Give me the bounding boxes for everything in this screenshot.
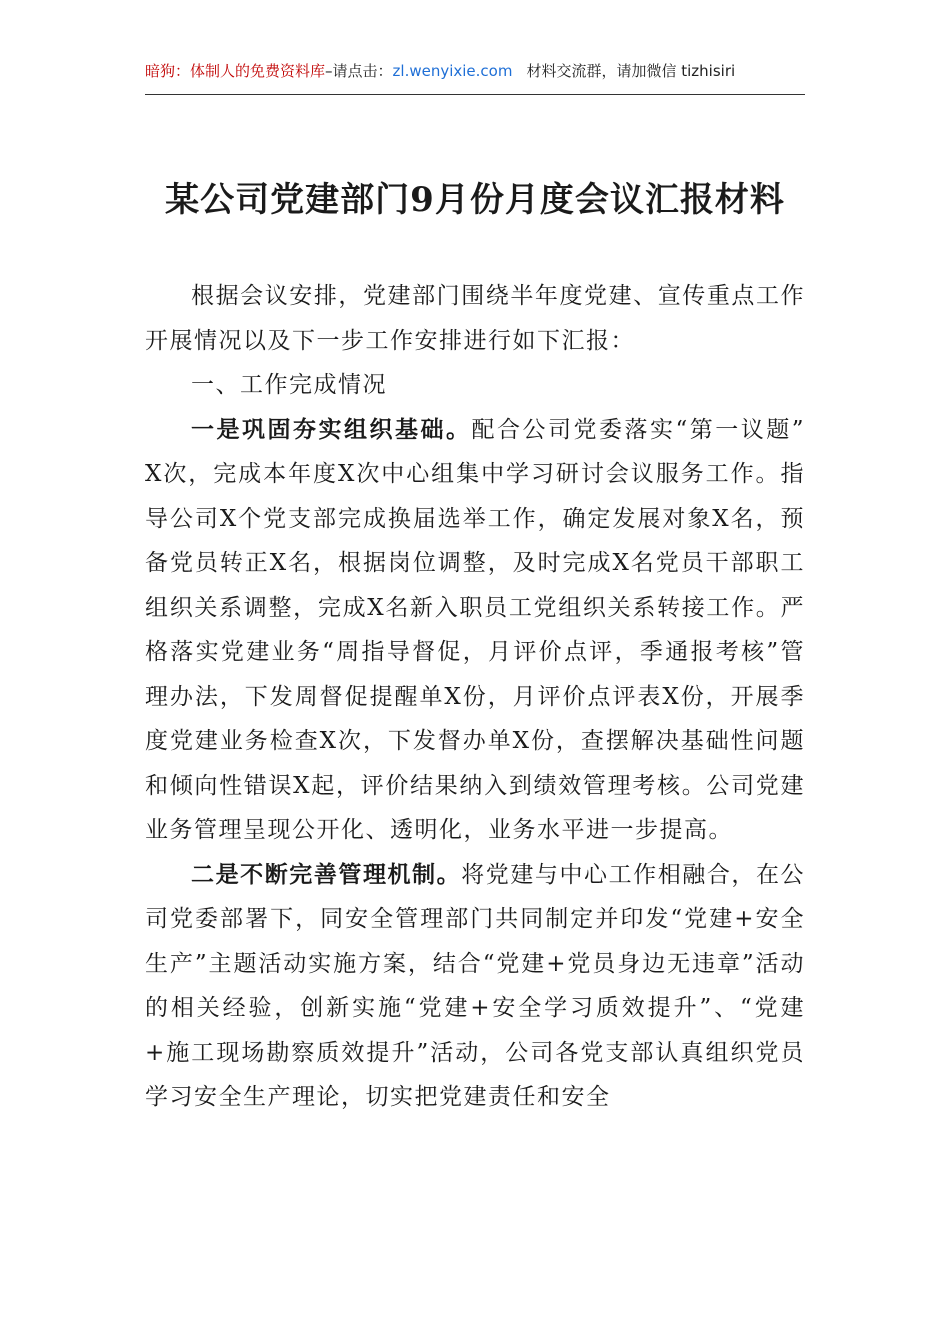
document-body <box>145 274 805 1120</box>
paragraph-2 <box>145 853 805 1120</box>
paragraph-2-lead: 二是不断完善管理机制。 <box>191 860 462 888</box>
paragraph-2-text: 将党建与中心工作相融合，在公司党委部署下，同安全管理部门共同制定并印发“党建+安全生产”主题活动实施方案，结合“党建+党员身边无违章”活动的相关经验，创新实施“党建+安全学习质效提升”、“党建+施工现场勘察质效提升”活动，公司各党支部认真组织党员学习安全生产理论，切实把党建责任和安全 <box>145 861 805 1110</box>
paragraph-1 <box>145 408 805 853</box>
page-header <box>145 60 805 92</box>
header-wechat: 材料交流群，请加微信 tizhisiri <box>526 62 736 80</box>
paragraph-1-text: 配合公司党委落实“第一议题” X次，完成本年度X次中心组集中学习研讨会议服务工作。指导公司X个党支部完成换届选举工作，确定发展对象X名，预备党员转正X名，根据岗位调整，及时完成X名党员干部职工组织关系调整，完成X名新入职员工党组织关系转接工作。严格落实党建业务“周指导督促，月评价点评，季通报考核”管理办法，下发周督促提醒单X份，月评价点评表X份，开展季度党建业务检查X次，下发督办单X份，查摆解决基础性问题和倾向性错误X起，评价结果纳入到绩效管理考核。公司党建业务管理呈现公开化、透明化，业务水平进一步提高。 <box>145 416 805 843</box>
header-brand: 暗狗：体制人的免费资料库 <box>145 62 326 80</box>
intro-paragraph: 根据会议安排，党建部门围绕半年度党建、宣传重点工作开展情况以及下一步工作安排进行如下汇报： <box>145 283 805 354</box>
header-divider <box>145 94 805 95</box>
document-title: 某公司党建部门9月份月度会议汇报材料 <box>165 180 785 220</box>
paragraph-1-lead: 一是巩固夯实组织基础。 <box>191 415 472 443</box>
header-link[interactable]: zl.wenyixie.com <box>392 62 513 80</box>
section-heading: 一、工作完成情况 <box>191 372 387 398</box>
header-separator: –请点击： <box>325 62 393 80</box>
